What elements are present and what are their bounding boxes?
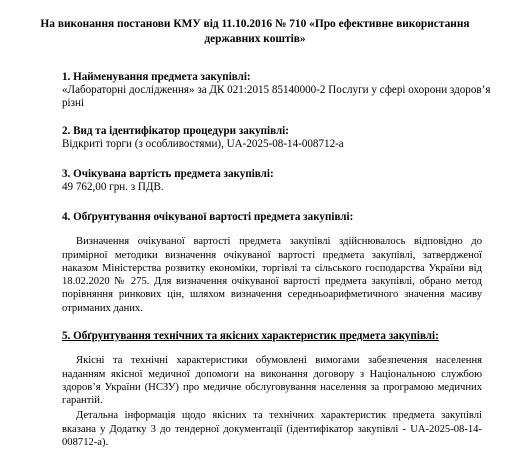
section-5-heading: 5. Обґрунтування технічних та якісних характеристик предмета закупівлі: — [62, 330, 439, 342]
section-2-line-1: Відкриті торги (з особливостями), UA-2025-08-14-008712-a — [62, 138, 344, 151]
section-4-paragraph: Визначення очікуваної вартості предмета закупівлі здійснювалось відповідно до примірної методики визначення очікуваної вартості предмета закупівлі, затвердженої наказом Міністерства розвитку економіки, торгівлі та сільського господарства України від 18.02.2020 № 275. Для визначення очікуваної вартості предмета закупівлі, обрано метод порівняння ринкових цін, шляхом визначення середньоарифметичного значення масиву отриманих даних. — [62, 236, 482, 314]
section-4 — [62, 211, 482, 315]
section-1 — [62, 71, 491, 111]
section-2-heading: 2. Вид та ідентифікатор процедури закупівлі: — [62, 125, 289, 137]
section-5-paragraph-1: Якісні та технічні характеристики обумовлені вимогами забезпечення населення наданням якісної медичної допомоги на виконання договору з Національною службою здоров’я України (НСЗУ) про медичне обслуговування населення за програмою медичних гарантій. — [62, 355, 482, 407]
section-5 — [62, 330, 482, 449]
section-5-paragraph-2: Детальна інформація щодо якісних та технічних характеристик предмета закупівлі вказана у Додатку 3 до тендерної документації (ідентифікатор закупівлі - UA-2025-08-14-008712-a). — [62, 410, 482, 448]
document-title — [40, 17, 470, 47]
section-4-heading: 4. Обґрунтування очікуваної вартості предмета закупівлі: — [62, 211, 354, 223]
section-1-line-2: різні — [62, 97, 85, 110]
section-3-line-1: 49 762,00 грн. з ПДВ. — [62, 181, 164, 194]
section-1-line-1: «Лабораторні дослідження» за ДК 021:2015 85140000-2 Послуги у сфері охорони здоров’я — [62, 84, 491, 97]
title-line-1: На виконання постанови КМУ від 11.10.2016 № 710 «Про ефективне використання — [40, 18, 470, 30]
section-3-heading: 3. Очікувана вартість предмета закупівлі: — [62, 168, 274, 180]
section-1-heading: 1. Найменування предмета закупівлі: — [62, 71, 251, 83]
section-3 — [62, 168, 482, 194]
section-2 — [62, 125, 482, 151]
title-line-2: державних коштів» — [204, 33, 306, 45]
